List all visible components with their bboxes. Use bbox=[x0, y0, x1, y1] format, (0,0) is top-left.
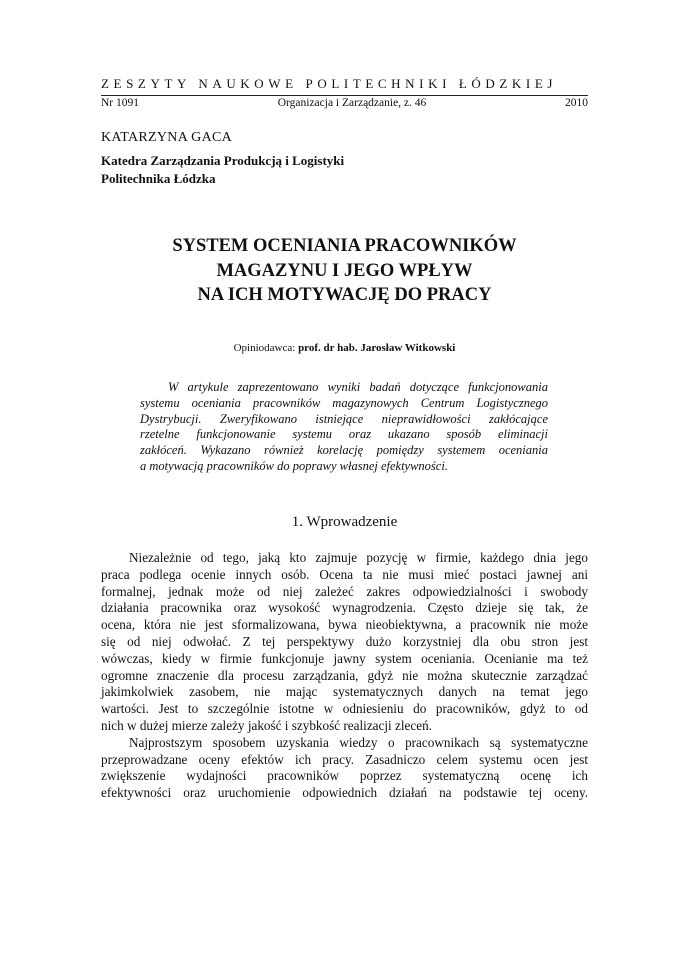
author-affiliation-department: Katedra Zarządzania Produkcją i Logistyki bbox=[101, 153, 345, 168]
body-line: Niezależnie od tego, jaką kto zajmuje pozycję w firmie, każdego dnia jego bbox=[129, 550, 588, 565]
body-text bbox=[101, 550, 588, 802]
body-line: się od niej odwołać. Z tej perspektywy dużo korzystniej dla obu stron jest bbox=[101, 633, 588, 649]
paper-title bbox=[101, 234, 588, 308]
abstract-line: Dystrybucji. Zweryfikowano istniejące nieprawidłowości zakłócające bbox=[140, 411, 548, 426]
author-affiliation-university: Politechnika Łódzka bbox=[101, 171, 216, 186]
issue-number: Nr 1091 bbox=[101, 97, 140, 109]
reviewer-label: Opiniodawca: bbox=[233, 342, 299, 354]
paper-title-line: SYSTEM OCENIANIA PRACOWNIKÓW bbox=[172, 236, 517, 256]
reviewer-line bbox=[101, 342, 588, 354]
body-line: jakimkolwiek zasobem, nie mając systematycznych danych na temat jego bbox=[101, 684, 588, 700]
body-line: zwiększenie wydajności pracowników poprzez systematyczną ocenę ich bbox=[101, 768, 588, 784]
body-line: ogromne znaczenie dla procesu zarządzania, gdyż nie można skutecznie zarządzać bbox=[101, 667, 588, 683]
author-name: KATARZYNA GACA bbox=[101, 130, 233, 145]
body-line: ocena, która nie jest sformalizowana, bywa nieobiektywna, a pracownik nie może bbox=[101, 617, 588, 633]
paper-title-line: NA ICH MOTYWACJĘ DO PRACY bbox=[197, 285, 492, 305]
abstract-line: zakłóceń. Wykazano również korelację pomiędzy systemem oceniania bbox=[140, 443, 548, 458]
body-line: nich w dużej mierze zależy jakość i szybkość realizacji zleceń. bbox=[101, 717, 432, 733]
header-rule bbox=[101, 95, 588, 96]
body-line: przeprowadzane oceny efektów ich pracy. Zasadniczo celem systemu ocen jest bbox=[101, 751, 588, 767]
issue-year: 2010 bbox=[564, 97, 588, 109]
abstract-line: systemu oceniania pracowników magazynowych Centrum Logistycznego bbox=[140, 395, 548, 410]
section-heading: 1. Wprowadzenie bbox=[291, 514, 398, 530]
abstract bbox=[140, 380, 548, 475]
body-line: formalnej, jednak może od niej zależeć zakres odpowiedzialności i swobody bbox=[101, 583, 588, 599]
series-info: Organizacja i Zarządzanie, z. 46 bbox=[277, 97, 427, 109]
abstract-line: W artykule zaprezentowano wyniki badań dotyczące funkcjonowania bbox=[168, 380, 548, 394]
body-line: efektywności oraz uruchomienie odpowiednich działań na podstawie tej oceny. bbox=[101, 785, 588, 801]
reviewer-name: prof. dr hab. Jarosław Witkowski bbox=[298, 342, 456, 354]
body-line: wartości. Jest to szczególnie istotne w odniesieniu do pracowników, gdyż to od bbox=[101, 701, 588, 717]
body-line: praca podlega ocenie innych osób. Ocena ta nie musi mieć postaci jawnej ani bbox=[101, 566, 588, 582]
body-line: Najprostszym sposobem uzyskania wiedzy o pracownikach są systematyczne bbox=[129, 734, 588, 750]
body-line: wówczas, kiedy w firmie funkcjonuje jawny system oceniania. Ocenianie ma też bbox=[101, 650, 588, 666]
issue-line bbox=[101, 97, 588, 109]
paper-title-line: MAGAZYNU I JEGO WPŁYW bbox=[216, 260, 473, 281]
journal-title: ZESZYTY NAUKOWE POLITECHNIKI ŁÓDZKIEJ bbox=[101, 76, 558, 91]
abstract-line: a motywacją pracowników do poprawy własnej efektywności. bbox=[140, 458, 448, 473]
abstract-line: rzetelne funkcjonowanie systemu oraz ukazano sposób eliminacji bbox=[140, 427, 548, 442]
body-line: działania pracownika oraz wysokość wynagrodzenia. Często dzieje się tak, że bbox=[101, 600, 588, 616]
